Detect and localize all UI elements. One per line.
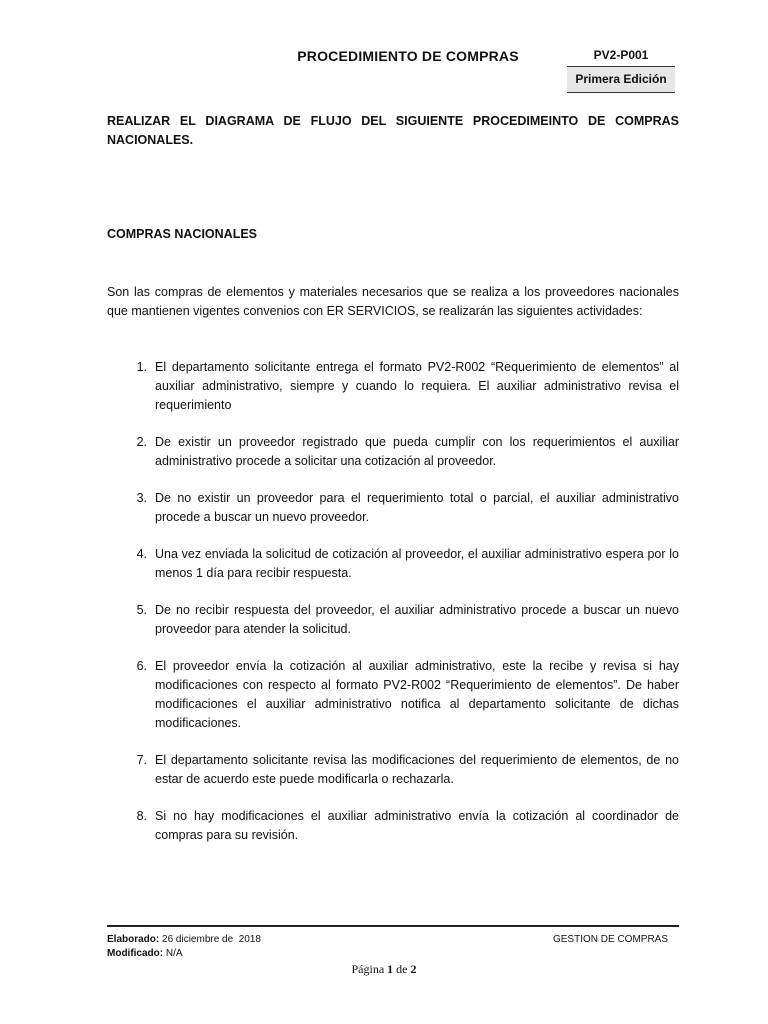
page-number: [0, 962, 768, 977]
step-number: 8.: [136, 809, 147, 823]
step-text: Si no hay modificaciones el auxiliar administrativo envía la cotización al coordinador de compras para su revisión.: [155, 809, 679, 842]
step-text: De existir un proveedor registrado que pueda cumplir con los requerimientos el auxiliar administrativo procede a solicitar una cotización al proveedor.: [155, 435, 679, 468]
list-item: [107, 751, 679, 789]
step-number: 1.: [136, 360, 147, 374]
list-item: [107, 433, 679, 471]
page-current: 1: [387, 962, 394, 976]
list-item: [107, 489, 679, 527]
footer-divider: [107, 925, 679, 927]
list-item: [107, 601, 679, 639]
modificado-value: N/A: [165, 948, 183, 959]
elaborado-line: [107, 933, 261, 947]
page-of: de: [396, 962, 408, 976]
footer-department: GESTION DE COMPRAS: [552, 934, 668, 945]
list-item: [107, 545, 679, 583]
step-text: El proveedor envía la cotización al auxiliar administrativo, este la recibe y revisa si hay modificaciones con respecto al formato PV2-R002 “Requerimiento de elementos”. De haber modificaciones el auxiliar administrativo notifica al departamento solicitante de dichas modificaciones.: [155, 659, 679, 730]
step-number: 2.: [136, 435, 147, 449]
list-item: [107, 657, 679, 733]
edition-label: Primera Edición: [567, 66, 675, 93]
footer-metadata: [107, 933, 261, 961]
step-text: De no recibir respuesta del proveedor, el auxiliar administrativo procede a buscar un nuevo proveedor para atender la solicitud.: [155, 603, 679, 636]
step-number: 6.: [136, 659, 147, 673]
step-text: De no existir un proveedor para el requerimiento total o parcial, el auxiliar administrativo procede a buscar un nuevo proveedor.: [155, 491, 679, 524]
elaborado-value: 26 diciembre de 2018: [162, 934, 261, 945]
step-text: El departamento solicitante revisa las modificaciones del requerimiento de elementos, de no estar de acuerdo este puede modificarla o rechazarla.: [155, 753, 679, 786]
modificado-label: Modificado:: [107, 948, 164, 959]
elaborado-label: Elaborado:: [107, 934, 160, 945]
steps-list: [107, 358, 679, 863]
list-item: [107, 358, 679, 415]
document-code: PV2-P001: [593, 48, 649, 62]
document-title: PROCEDIMIENTO DE COMPRAS: [297, 48, 519, 64]
intro-heading: REALIZAR EL DIAGRAMA DE FLUJO DEL SIGUIENTE PROCEDIMEINTO DE COMPRAS NACIONALES.: [107, 114, 679, 147]
section-title: COMPRAS NACIONALES: [107, 227, 258, 241]
step-number: 4.: [136, 547, 147, 561]
step-number: 5.: [136, 603, 147, 617]
step-number: 3.: [136, 491, 147, 505]
page-total: 2: [410, 962, 417, 976]
modificado-line: [107, 947, 261, 961]
page-label: Página: [351, 962, 385, 976]
step-number: 7.: [136, 753, 147, 767]
list-item: [107, 807, 679, 845]
step-text: El departamento solicitante entrega el formato PV2-R002 “Requerimiento de elementos” al auxiliar administrativo, siempre y cuando lo requiera. El auxiliar administrativo revisa el requerimiento: [155, 360, 679, 412]
step-text: Una vez enviada la solicitud de cotización al proveedor, el auxiliar administrativo espera por lo menos 1 día para recibir respuesta.: [155, 547, 679, 580]
section-paragraph: Son las compras de elementos y materiales necesarios que se realiza a los proveedores nacionales que mantienen vigentes convenios con ER SERVICIOS, se realizarán las siguientes actividades:: [107, 285, 679, 318]
